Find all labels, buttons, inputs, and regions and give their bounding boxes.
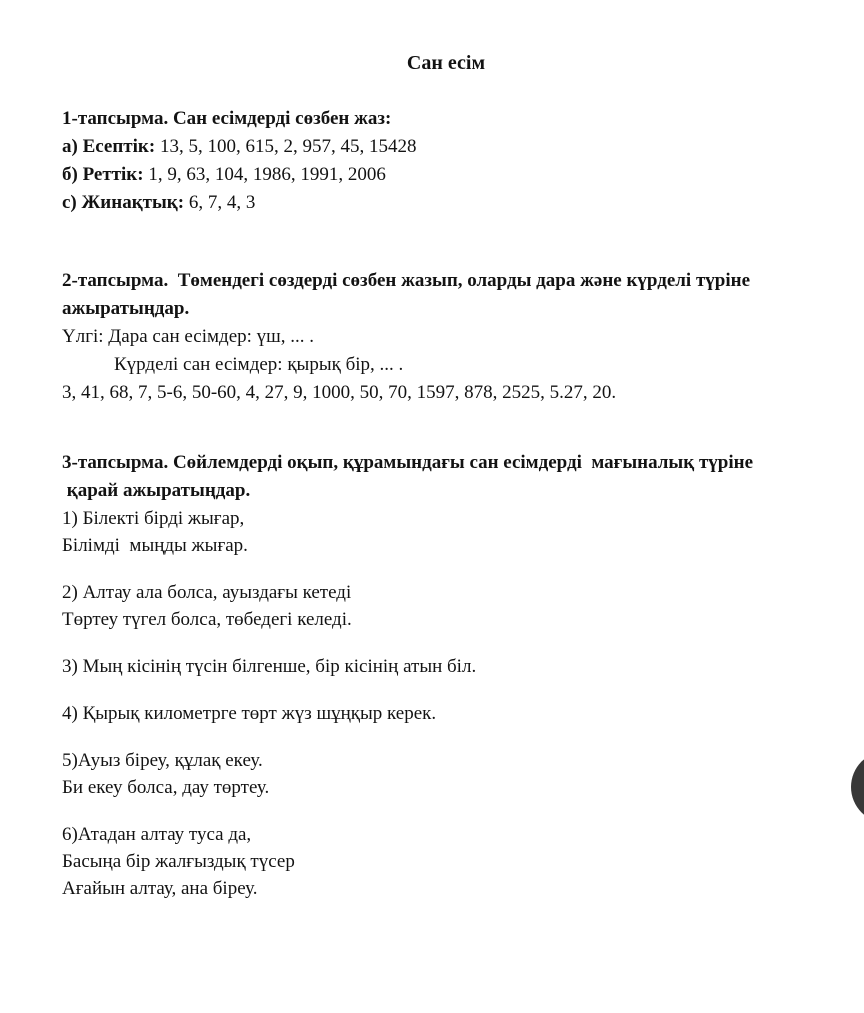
task1-item-b-value: 1, 9, 63, 104, 1986, 1991, 2006 [143,164,386,185]
task2-example-line2: Күрделі сан есімдер: қырық бір, ... . [114,354,404,375]
task1-item-c-label: с) Жинақтық: [62,192,185,213]
page-title: Сан есім [406,52,486,74]
task3-sentence-1 [62,505,830,559]
task1-item-a [62,133,830,161]
task3-sentence-2 [62,579,830,633]
sentence-line: Білімді мыңды жығар. [62,535,248,556]
sentence-line: 5)Ауыз біреу, құлақ екеу. [62,750,263,771]
sentence-line: Басыңа бір жалғыздық түсер [62,851,295,872]
sentence-line: 6)Атадан алтау туса да, [62,824,252,845]
task3-sentence-3 [62,653,830,680]
task3-sentence-4 [62,700,830,727]
task1-item-a-label: а) Есептік: [62,136,156,157]
task3-heading-line2: қарай ажыратыңдар. [62,480,251,501]
task1-item-b-label: б) Реттік: [62,164,144,185]
task3-heading-line1: 3-тапсырма. Сөйлемдерді оқып, құрамындағы сан есімдерді мағыналық түріне [62,452,754,473]
task2-heading-line1: 2-тапсырма. Төмендегі сөздерді сөзбен жазып, оларды дара және күрделі түріне [62,270,751,291]
sentence-line: Ағайын алтау, ана біреу. [62,878,258,899]
sentence-line: 2) Алтау ала болса, ауыздағы кетеді [62,582,352,603]
task1-section [62,105,830,217]
task1-item-a-value: 13, 5, 100, 615, 2, 957, 45, 15428 [155,136,417,157]
sentence-line: 1) Білекті бірді жығар, [62,508,245,529]
sentence-line: Төртеу түгел болса, төбедегі келеді. [62,609,352,630]
task3-sentence-6 [62,821,830,902]
sentence-line: Би екеу болса, дау төртеу. [62,777,270,798]
task2-example-line1: Үлгі: Дара сан есімдер: үш, ... . [62,326,315,347]
task2-heading-line2: ажыратыңдар. [62,298,190,319]
task1-heading: 1-тапсырма. Сан есімдерді сөзбен жаз: [62,108,392,129]
task2-section [62,267,830,407]
task1-item-b [62,161,830,189]
task3-section [62,449,830,902]
task1-item-c-value: 6, 7, 4, 3 [184,192,256,213]
sentence-line: 4) Қырық километрге төрт жүз шұңқыр керек. [62,703,437,724]
task2-numbers-line: 3, 41, 68, 7, 5-6, 50-60, 4, 27, 9, 1000, 50, 70, 1597, 878, 2525, 5.27, 20. [62,382,617,403]
task3-sentence-5 [62,747,830,801]
task1-item-c [62,189,830,217]
sentence-line: 3) Мың кісінің түсін білгенше, бір кісінің атын біл. [62,656,477,677]
